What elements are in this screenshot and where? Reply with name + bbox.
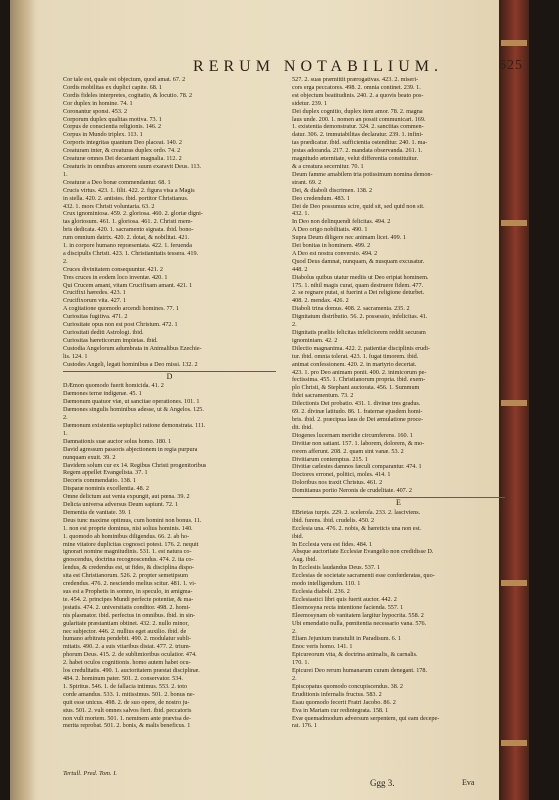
index-entry: nec subjector. 446. 2. nullius eget auxilio. ibid. de bbox=[63, 627, 187, 635]
index-entry: Cor duplex in homine. 74. 1 bbox=[63, 99, 133, 107]
index-entry: Domitianus portio Neronis de crudelitate. 407. 2 bbox=[292, 487, 412, 495]
index-entry: Crux ignominiosa. 459. 2. gloriosa. 460. 2. gloriæ digni- bbox=[63, 210, 203, 218]
index-entry: Eva in Mariam cur redintegrata. 158. 1 bbox=[292, 706, 389, 714]
index-entry: nis plasmator. ibid. perfectus in omnibus. ibid. in sin- bbox=[63, 611, 195, 619]
index-entry: Dæmonum quatuor viæ, ut sancitae operationes. 101. 1 bbox=[63, 398, 200, 406]
index-entry: 2. habet oculos cognitionis. homo autem habet ocu- bbox=[63, 659, 191, 667]
index-entry: Crucifixi hæredes. 423. 1 bbox=[63, 289, 126, 297]
index-entry: Dignitatum distributio. 56. 2. possessio, infelicitas. 41. bbox=[292, 313, 428, 321]
index-entry: jestatis. 474. 2. universitatis conditor. 498. 2. homi- bbox=[63, 603, 191, 611]
index-entry: 1. quomodo ab hominibus diligendus. 66. 2. ab ho- bbox=[63, 532, 190, 540]
index-entry: fectissima. 455. 1. Christianorum propria. ibid. exem- bbox=[292, 376, 426, 384]
index-entry: 1. bbox=[63, 429, 68, 437]
index-entry: Custodia Angelorum adumbrata in Animalibus Ezechie- bbox=[63, 344, 202, 352]
index-entry: tas prædicatur. ibid. sufficientia ostenditur. 240. 1. ma- bbox=[292, 139, 428, 147]
index-entry: Supra Deum diligere nec animam licet. 499. 1 bbox=[292, 234, 406, 242]
index-entry: tas gloriosum. 461. 1. gloriosa. 461. 2. Christi mem- bbox=[63, 218, 193, 226]
index-entry: Dæmonum existentia septuplici ratione demonstrata. 111. bbox=[63, 421, 206, 429]
index-entry: Cordis fideles interpretes, cogitatio, & locutio. 78. 2 bbox=[63, 91, 193, 99]
index-entry: laus unde. 200. 1. nomen an possit communicari. 169. bbox=[292, 115, 426, 123]
index-entry: Dei de Deo possumus scire, quid sit, sed quid non sit. bbox=[292, 202, 425, 210]
index-entry: Eleemosyna recta intentione facienda. 557. 1 bbox=[292, 603, 404, 611]
index-entry: Quod Deus damnat, nunquam, & nusquam excusatur. bbox=[292, 257, 425, 265]
index-entry: Curiositati dediti Astrologi. ibid. bbox=[63, 329, 144, 336]
index-entry: Doctores erronei, politici, moles. 414. 1 bbox=[292, 471, 391, 479]
index-entry: 2. bbox=[292, 674, 297, 682]
index-entry: Absque auctoritate Ecclesiæ Evangelio non credidisse D. bbox=[292, 548, 434, 556]
index-entry: Curiositas fugitiva. 471. 2 bbox=[63, 313, 128, 321]
right-index-list-e bbox=[292, 509, 505, 730]
index-entry: Corpus de conscientia religionis. 146. 2 bbox=[63, 123, 162, 131]
index-entry: rorem afferunt. 208. 2. quam sint vanæ. 53. 2 bbox=[292, 447, 404, 455]
section-heading-d: D bbox=[63, 373, 276, 381]
index-entry: Creaturæ omnes Dei decantant magnalia. 112. 2 bbox=[63, 155, 182, 163]
index-entry: Corporis integritas quantum Deo placeat. 140. 2 bbox=[63, 139, 182, 147]
index-entry: jestas adoranda. 217. 2. mandata observanda. 261. 1. bbox=[292, 147, 423, 155]
index-entry: David agressum passoris abjectionem in regia purpura bbox=[63, 445, 198, 453]
index-entry: Dei duplex cognitio, duplex item amor. 78. 2. magna bbox=[292, 107, 423, 115]
index-entry: Decoris commendatio. 138. 1 bbox=[63, 477, 137, 485]
index-entry: rat. 176. 1 bbox=[292, 722, 318, 730]
index-entry: a discipulis Christi. 423. 1. Christianitatis tessera. 419. bbox=[63, 249, 199, 257]
index-entry: 2. bbox=[63, 414, 68, 422]
index-entry: ibid. furens. ibid. crudelis. 450. 2 bbox=[292, 516, 375, 524]
index-entry: 432. 1. mors Christi voluntaria. 63. 2 bbox=[63, 202, 155, 210]
index-entry: Ecclesias de societate sacramenti esse confœderatas, quo- bbox=[292, 572, 435, 580]
index-entry: Esau quomodo fecerit Fratri Jacobo. 86. 2 bbox=[292, 698, 396, 706]
index-entry: Eleemosynam ob vanitatem largitur hypocrita. 558. 2 bbox=[292, 611, 424, 619]
index-entry: Dæmones terræ indigenæ. 45. 1 bbox=[63, 390, 142, 398]
index-entry: A Deo origo nobilitatis. 490. 1 bbox=[292, 226, 368, 234]
index-entry: Evæ quemadmodum adversum serpentem, qui eam decepe- bbox=[292, 714, 440, 722]
index-entry: Curiositas hæreticorum impietas. ibid. bbox=[63, 336, 158, 344]
index-entry: In Deo non delinquendi felicitas. 494. 2 bbox=[292, 218, 391, 226]
index-entry: In Ecclesia vera est fides. 484. 1 bbox=[292, 540, 373, 548]
index-entry: est objectum beatitudinis. 240. 2. a quovis beato pos- bbox=[292, 91, 424, 99]
index-entry: EBrietas turpis. 229. 2. sceleroſa. 233. 2. lasciviens. bbox=[292, 508, 421, 516]
index-entry: Deus tunc maxime optimus, cum homini non bonus. 11. bbox=[63, 516, 202, 524]
index-entry: animat confessionem. 420. 2. in martyrio decertat. bbox=[292, 360, 417, 368]
index-entry: magnitudo æternitate, velut differentia constituitur. bbox=[292, 155, 419, 163]
index-entry: plo Christi, & Stephani auctorata. 456. 1. Summum bbox=[292, 384, 420, 392]
index-entry: Diaboli trina domus. 408. 2. sacramenta. 235. 2 bbox=[292, 305, 410, 313]
right-index-list bbox=[292, 76, 505, 495]
index-entry: A Deo est nostra conversio. 494. 2 bbox=[292, 249, 378, 257]
index-entry: corde amandus. 533. 1. mitissimus. 501. 2. bonus ne- bbox=[63, 690, 195, 698]
index-entry: Eliam Jejunium transtulit in Paradisum. 6. 1 bbox=[292, 635, 401, 643]
index-entry: Deo credendum. 483. 1 bbox=[292, 194, 350, 202]
index-entry: Dilectionis Dei probatio. 431. 1. divinæ tres gradus. bbox=[292, 400, 421, 408]
index-entry: Davidem solum cur ex 14. Regibus Christi progenitoribus bbox=[63, 461, 207, 469]
index-entry: 484. 2. hominum pater. 501. 2. conservator. 534. bbox=[63, 674, 183, 682]
index-entry: Creaturis in omnibus amorem suum exaravit Deus. 113. bbox=[63, 162, 202, 170]
index-entry: Dignitatis præliis felicitas infeliciorem reddit securam bbox=[292, 329, 426, 336]
index-entry: Delicta universa adversus Deum sapiunt. 72. 1 bbox=[63, 501, 179, 509]
index-entry: nunquam exuit. 39. 2 bbox=[63, 453, 116, 461]
section-heading-e: E bbox=[292, 499, 505, 507]
index-entry: los credulitatis. 490. 1. auctoritatem præstat disciplinæ. bbox=[63, 667, 200, 675]
index-entry: In Ecclesiis laudandus Deus. 537. 1 bbox=[292, 564, 381, 572]
index-entry: Disparæ nominis excellentia. 48. 2 bbox=[63, 485, 149, 493]
index-entry: bris. ibid. 2. præcipua laus de Dei æmulatione proce- bbox=[292, 415, 424, 423]
index-entry: Corpus in Mundo triplex. 113. 1 bbox=[63, 131, 143, 139]
catchword: Eva bbox=[462, 778, 475, 787]
index-entry: 423. 1. pro Deo animam ponit. 400. 2. inimicorum pe- bbox=[292, 368, 427, 376]
index-entry: 170. 1. bbox=[292, 659, 310, 667]
index-entry: stus. 501. 2. vult omnes salvos fieri. ibid. peccatoris bbox=[63, 706, 192, 714]
index-entry: Epicurei Deo rerum humanarum curam denegant. 178. bbox=[292, 667, 428, 675]
left-index-list bbox=[63, 76, 276, 369]
index-entry: & a creatura secernitur. 70. 1 bbox=[292, 162, 364, 170]
index-entry: Episcopatus quomodo concupiscendus. 38. 2 bbox=[292, 682, 404, 690]
index-entry: Corporum duplex qualitas motiva. 73. 1 bbox=[63, 115, 162, 123]
index-entry: Cruces divinitatem consequuntur. 421. 2 bbox=[63, 265, 164, 273]
page-number: 625 bbox=[499, 58, 523, 73]
index-entry: 1. existentia demonstratur. 324. 2. sanctitas commen- bbox=[292, 123, 424, 131]
index-entry: Regem appellet Evangelista. 37. 1 bbox=[63, 469, 148, 477]
index-entry: Divitiæ non satiant. 157. 1. laborem, dolorem, & mo- bbox=[292, 439, 425, 447]
index-entry: 432. 1. bbox=[292, 210, 310, 218]
index-entry: DÆmon quomodo fuerit homicida. 41. 2 bbox=[63, 382, 164, 390]
index-entry: 2. bbox=[63, 257, 68, 265]
index-entry: dit. ibid. bbox=[292, 423, 313, 431]
index-entry: phorum Deus. 415. 2. de sublimioribus oculatior. 474. bbox=[63, 651, 197, 659]
index-entry: Damnationis suæ auctor solus homo. 180. 1 bbox=[63, 437, 172, 445]
index-entry: 1. in corpore humano repræsentata. 422. 1. feruenda bbox=[63, 242, 193, 250]
index-entry: Cor tale est, quale est objectum, quod amat. 67. 2 bbox=[63, 76, 186, 83]
index-entry: cors erga peccatores. 498. 2. omnia continet. 239. 1. bbox=[292, 83, 421, 91]
index-entry: Dementia de vanitate. 39. 1 bbox=[63, 508, 132, 516]
index-entry: sus est a Prophetis in somno, in speculo, in ænigma- bbox=[63, 588, 193, 595]
index-entry: Divitiæ cælestes damnos fæculi comparantur. 474. 1 bbox=[292, 463, 422, 471]
index-entry: Aug. ibid. bbox=[292, 556, 317, 564]
index-entry: humano arbitratu pendebit. 490. 2. modulatur subli- bbox=[63, 635, 192, 643]
index-entry: Dei bonitas in hominem. 499. 2 bbox=[292, 242, 371, 250]
index-entry: Ubi emendatio nulla, pœnitentia necessario vana. 576. bbox=[292, 619, 427, 627]
index-entry: sidetur. 239. 1 bbox=[292, 99, 328, 107]
running-footer: Tertull. Pred. Tom. I. bbox=[63, 770, 117, 777]
signature-mark: Ggg 3. bbox=[370, 778, 395, 788]
index-entry: 2. bbox=[292, 627, 297, 635]
index-entry: Dilectio magnanima. 422. 2. patientiæ disciplinis erudi- bbox=[292, 344, 430, 352]
index-entry: Diabolus quibus utatur mediis ut Deo eripiat hominem. bbox=[292, 273, 429, 281]
index-entry: Omne delictum aut venia expungit, aut pœna. 39. 2 bbox=[63, 493, 190, 501]
index-entry: Creaturæ a Deo bonæ commendantur. 68. 1 bbox=[63, 178, 171, 186]
index-entry: 408. 2. mendax. 426. 2 bbox=[292, 297, 349, 305]
index-entry: Diogenes lucernam meridie circumferens. 160. 1 bbox=[292, 431, 413, 439]
index-entry: ignominiam. 42. 2 bbox=[292, 336, 338, 344]
index-entry: ignorari nomine magnitudinis. 531. 1. est natura co- bbox=[63, 548, 192, 556]
index-entry: strant. 69. 2 bbox=[292, 178, 322, 186]
index-entry: 2. se regnare putat, si fuerint a Dei religione deturbet. bbox=[292, 289, 425, 297]
index-entry: Doloribus nos traxit Christus. 461. 2 bbox=[292, 479, 383, 487]
index-entry: Crucis virtus. 423. 1. filii. 422. 2. figura visa a Magis bbox=[63, 186, 195, 194]
index-entry: Ecclesia una. 476. 2. nobis, & hæreticis una non est. bbox=[292, 524, 422, 532]
index-entry: te. 454. 2. principes Mundi perfecte potentiæ, & ma- bbox=[63, 595, 194, 603]
index-entry: Enoc veris homo. 141. 1 bbox=[292, 643, 353, 651]
index-entry: Crucifixorum vita. 427. 1 bbox=[63, 297, 127, 305]
index-entry: merita reprobat. 501. 2. bonis, & malis beneficus. 1 bbox=[63, 722, 191, 730]
index-entry: A cogitatione quomodo arcendi homines. 77. 1 bbox=[63, 305, 179, 313]
index-entry: Dei, & diaboli discrimen. 138. 2 bbox=[292, 186, 373, 194]
index-entry: 175. 1. nihil magis curat, quam destruere fidem. 477. bbox=[292, 281, 424, 289]
index-entry: credendus. 476. 2. nesciendo melius scitur. 481. 1. vi- bbox=[63, 580, 197, 588]
index-entry: Coronantur sponsi. 453. 2 bbox=[63, 107, 128, 115]
index-entry: quit esse unicus. 498. 2. de suo opere, de nostro ju- bbox=[63, 698, 190, 706]
index-entry: Cordis mobilitas ex duplici capite. 68. 1 bbox=[63, 83, 162, 91]
index-entry: 69. 2. divinæ latitudo. 86. 1. fraternæ ejusdem homi- bbox=[292, 408, 423, 416]
index-entry: tur. ibid. omnia tolerat. 423. 1. fugat timorem. ibid. bbox=[292, 352, 419, 360]
index-entry: gnoscendus, doctrina recognoscendus. 474. 2. ita co- bbox=[63, 556, 194, 564]
index-entry: Eruditionis infernalis fructus. 583. 2 bbox=[292, 690, 382, 698]
left-column bbox=[63, 76, 276, 730]
index-entry: Tres cruces in eodem loco inventæ. 420. 1 bbox=[63, 273, 168, 281]
index-entry: in stella. 420. 2. antistes. ibid. portitor Christianus. bbox=[63, 194, 189, 202]
index-entry: 1. Spiritus. 546. 1. de fallacia intimus. 553. 2. toto bbox=[63, 682, 188, 690]
left-index-list-d bbox=[63, 382, 276, 730]
index-entry: fidei sacramentum. 73. 2 bbox=[292, 392, 354, 400]
index-entry: modo intelligendum. 110. 1 bbox=[292, 580, 361, 588]
index-entry: 448. 2 bbox=[292, 265, 308, 273]
index-entry: Curiositate opus non est post Christum. 472. 1 bbox=[63, 321, 178, 329]
index-entry: Ecclesiastici libri quis fuerit auctor. 442. 2 bbox=[292, 595, 397, 603]
index-entry: gularitate præstantiam obtinet. 432. 2. nullo minor, bbox=[63, 619, 189, 627]
page-gutter bbox=[10, 0, 36, 800]
index-entry: Divitiarum contemptus. 215. 1 bbox=[292, 455, 368, 463]
index-entry: 2. bbox=[292, 321, 297, 329]
index-entry: Epicureorum vita, & doctrina animalis, & carnalis. bbox=[292, 651, 418, 659]
index-entry: mitatis. 490. 2. a suis vitaribus distat. 477. 2. trium- bbox=[63, 643, 191, 651]
index-entry: Creaturam inter, & creaturas duplex ordo. 74. 2 bbox=[63, 147, 181, 155]
index-entry: sita est Christianorum. 526. 2. propter semetipsum bbox=[63, 572, 188, 580]
index-entry: Custodes Angeli, legati hominibus a Deo missi. 132. 2 bbox=[63, 360, 198, 368]
index-entry: rum omnium datrix. 420. 2. dotat, & nobilitat. 421. bbox=[63, 234, 190, 242]
index-entry: Dæmones singulis hominibus adesse, ut & Angelos. 125. bbox=[63, 406, 204, 414]
index-entry: 527. 2. suas præmittit prærogativas. 423. 2. miseri- bbox=[292, 76, 419, 83]
index-entry: non vult mortem. 501. 1. neminem ante prævisa de- bbox=[63, 714, 192, 722]
index-entry: lendus, & credendus est, ut fides, & disciplina dispo- bbox=[63, 564, 195, 572]
index-entry: ibid. bbox=[292, 532, 304, 540]
book-page bbox=[10, 0, 529, 800]
index-entry: 1. non est proprie dominus, nisi solius hominis. 140. bbox=[63, 524, 193, 532]
index-entry: 1. bbox=[63, 170, 68, 178]
index-entry: datur. 306. 2. immutabilitas declaratur. 239. 1. infini- bbox=[292, 131, 424, 139]
index-entry: lis. 124. 1 bbox=[63, 352, 88, 360]
right-column bbox=[292, 76, 505, 730]
index-entry: Deum famme amabilem tria potissimum nomina demon- bbox=[292, 170, 433, 178]
index-entry: Qui Crucem amant, vitam Crucifixam amant. 421. 1 bbox=[63, 281, 193, 289]
index-entry: Ecclesia diaboli. 236. 2 bbox=[292, 588, 350, 595]
index-entry: bris dedicata. 420. 1. sacramento signata. ibid. bono- bbox=[63, 226, 194, 234]
page-heading: RERUM NOTABILIUM. bbox=[193, 58, 443, 75]
index-entry: mine vitatore duplicitas cognosci potest. 176. 2. nequit bbox=[63, 540, 199, 548]
